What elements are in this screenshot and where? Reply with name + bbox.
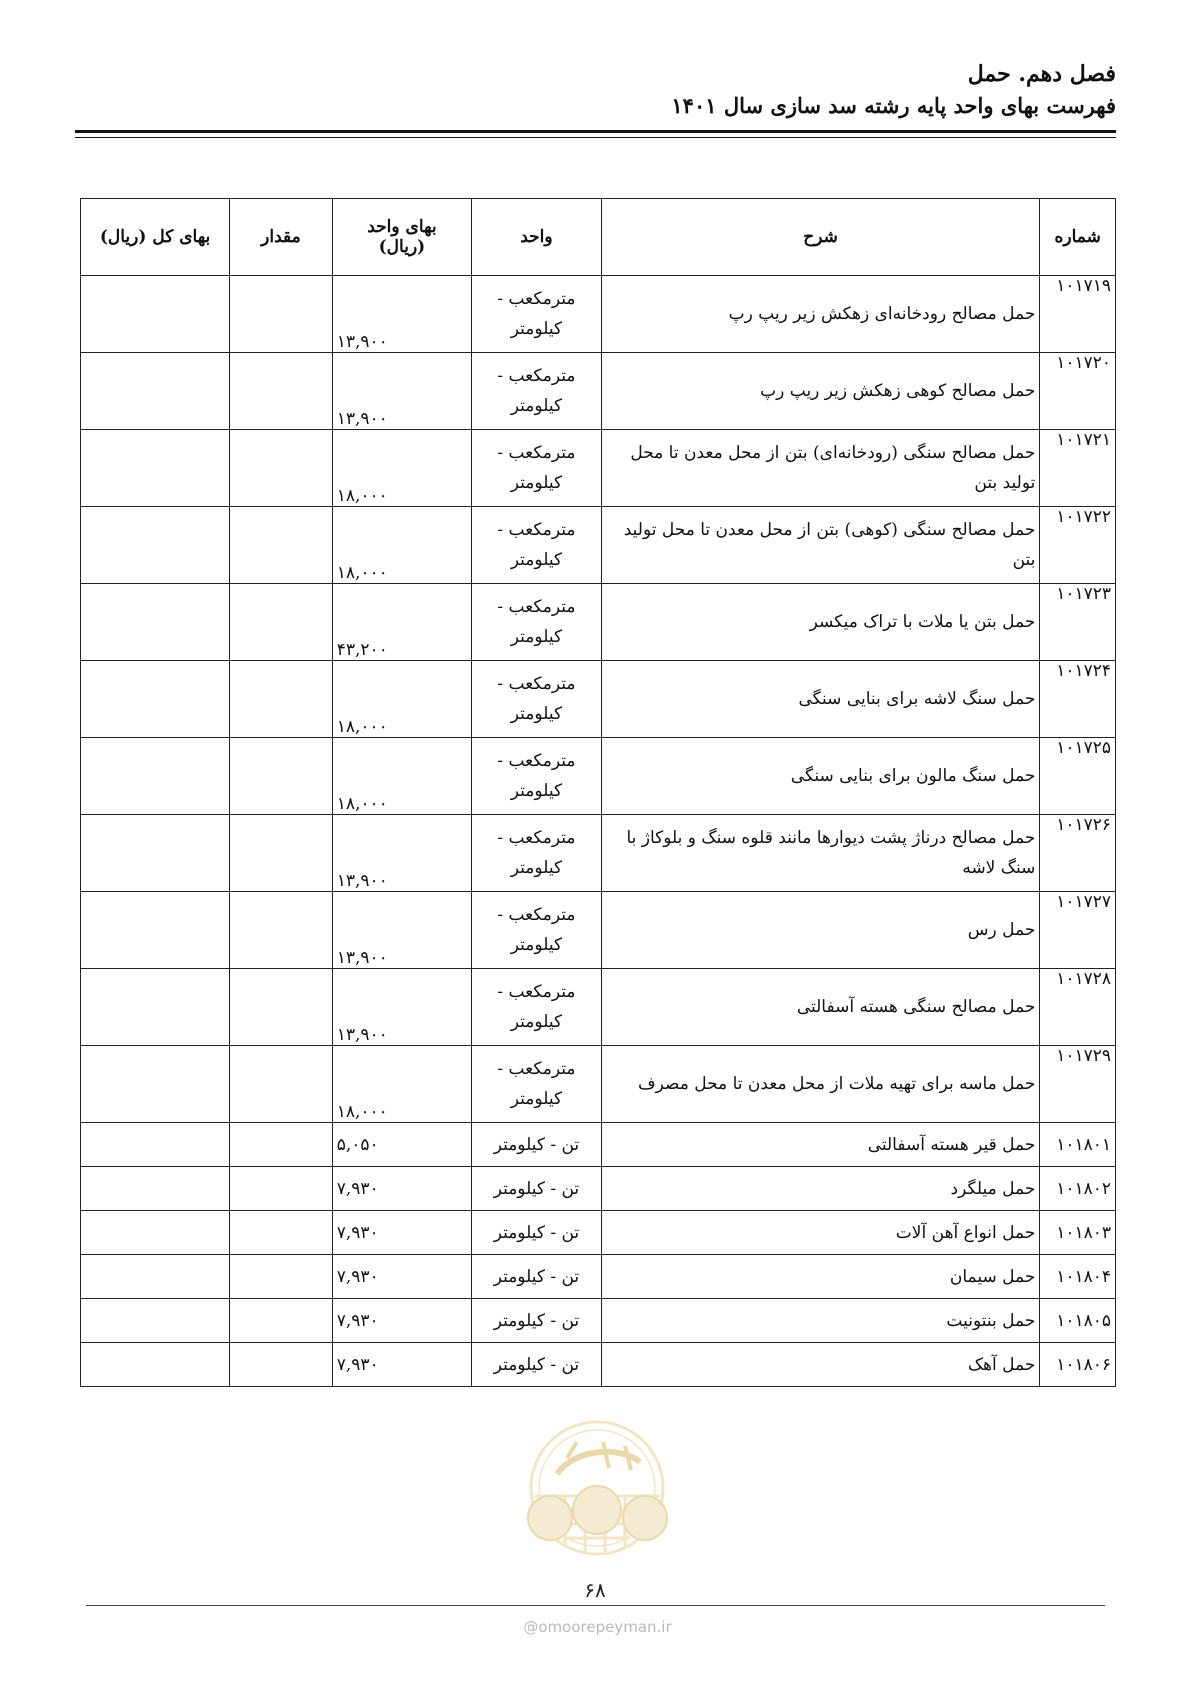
item-total-price [81,276,230,353]
website-watermark: @omoorepeyman.ir [523,1618,672,1636]
item-description: حمل مصالح کوهی زهکش زیر ریپ رپ [601,353,1040,430]
item-unit-price: ۱۳,۹۰۰ [332,969,471,1046]
header-divider-thin [75,137,1116,138]
unit-line: کیلومتر [510,319,563,339]
item-total-price [81,507,230,584]
item-total-price [81,815,230,892]
watermark-seal-icon [505,1418,690,1568]
item-description: حمل ماسه برای تهیه ملات از محل معدن تا محل مصرف [601,1046,1040,1123]
item-quantity [230,815,333,892]
header-total-price: بهای کل (ریال) [81,199,230,276]
item-unit [472,276,602,353]
header-divider-thick [75,130,1116,133]
item-description: حمل بنتونیت [601,1299,1040,1343]
table-row [81,1167,1116,1211]
item-unit-price: ۷,۹۳۰ [332,1167,471,1211]
item-total-price [81,1255,230,1299]
table-row [81,507,1116,584]
unit-line: مترمکعب - [497,289,576,309]
unit-line: کیلومتر [510,781,563,801]
item-quantity [230,1123,333,1167]
item-number: ۱۰۱۸۰۵ [1040,1299,1116,1343]
unit-line: مترمکعب - [497,520,576,540]
table-row [81,661,1116,738]
item-number: ۱۰۱۷۲۳ [1040,584,1116,661]
table-header-row [81,199,1116,276]
item-description: حمل انواع آهن آلات [601,1211,1040,1255]
table-row [81,1046,1116,1123]
item-number: ۱۰۱۸۰۶ [1040,1343,1116,1387]
item-description: حمل قیر هسته آسفالتی [601,1123,1040,1167]
item-unit: تن - کیلومتر [472,1211,602,1255]
item-unit-price: ۱۸,۰۰۰ [332,738,471,815]
header-unit-price-title: بهای واحد [367,217,437,237]
item-unit [472,969,602,1046]
item-unit [472,738,602,815]
unit-line: کیلومتر [510,396,563,416]
unit-line: مترمکعب - [497,674,576,694]
table-row [81,892,1116,969]
item-description: حمل میلگرد [601,1167,1040,1211]
item-quantity [230,1167,333,1211]
unit-line: مترمکعب - [497,366,576,386]
table-row [81,276,1116,353]
item-quantity [230,353,333,430]
unit-line: مترمکعب - [497,982,576,1002]
item-total-price [81,1046,230,1123]
item-description: حمل مصالح رودخانه‌ای زهکش زیر ریپ رپ [601,276,1040,353]
item-quantity [230,738,333,815]
item-total-price [81,738,230,815]
item-description: حمل سنگ لاشه برای بنایی سنگی [601,661,1040,738]
item-unit [472,815,602,892]
unit-line: مترمکعب - [497,751,576,771]
item-total-price [81,430,230,507]
item-quantity [230,584,333,661]
item-quantity [230,892,333,969]
item-total-price [81,969,230,1046]
unit-line: مترمکعب - [497,597,576,617]
item-description: حمل مصالح سنگی هسته آسفالتی [601,969,1040,1046]
item-unit-price: ۱۸,۰۰۰ [332,1046,471,1123]
item-unit-price: ۱۳,۹۰۰ [332,276,471,353]
item-number: ۱۰۱۸۰۴ [1040,1255,1116,1299]
item-description: حمل بتن یا ملات با تراک میکسر [601,584,1040,661]
unit-line: کیلومتر [510,1012,563,1032]
unit-line: کیلومتر [510,473,563,493]
header-number: شماره [1040,199,1116,276]
table-row [81,738,1116,815]
item-total-price [81,353,230,430]
item-description: حمل سیمان [601,1255,1040,1299]
item-unit-price: ۵,۰۵۰ [332,1123,471,1167]
item-description: حمل مصالح سنگی (رودخانه‌ای) بتن از محل معدن تا محل تولید بتن [601,430,1040,507]
table-row [81,815,1116,892]
header-unit: واحد [472,199,602,276]
header-unit-price-currency: (ریال) [378,237,426,257]
unit-line: کیلومتر [510,704,563,724]
item-unit [472,507,602,584]
item-number: ۱۰۱۸۰۳ [1040,1211,1116,1255]
page-number: ۶۸ [584,1578,606,1602]
item-number: ۱۰۱۷۲۰ [1040,353,1116,430]
unit-line: کیلومتر [510,627,563,647]
item-description: حمل مصالح درناژ پشت دیوارها مانند قلوه سنگ و بلوکاژ با سنگ لاشه [601,815,1040,892]
item-quantity [230,1343,333,1387]
item-unit-price: ۱۸,۰۰۰ [332,661,471,738]
item-number: ۱۰۱۷۲۸ [1040,969,1116,1046]
item-unit-price: ۱۸,۰۰۰ [332,430,471,507]
header-description: شرح [601,199,1040,276]
item-total-price [81,1299,230,1343]
item-quantity [230,969,333,1046]
item-unit-price: ۷,۹۳۰ [332,1343,471,1387]
unit-line: مترمکعب - [497,905,576,925]
item-unit: تن - کیلومتر [472,1299,602,1343]
item-unit [472,353,602,430]
item-number: ۱۰۱۷۲۱ [1040,430,1116,507]
table-row [81,1255,1116,1299]
unit-line: مترمکعب - [497,443,576,463]
table-row [81,1123,1116,1167]
unit-line: کیلومتر [510,550,563,570]
item-unit: تن - کیلومتر [472,1255,602,1299]
item-total-price [81,1167,230,1211]
item-number: ۱۰۱۷۲۴ [1040,661,1116,738]
item-unit [472,430,602,507]
item-description: حمل سنگ مالون برای بنایی سنگی [601,738,1040,815]
item-number: ۱۰۱۷۲۹ [1040,1046,1116,1123]
item-unit: تن - کیلومتر [472,1167,602,1211]
unit-line: مترمکعب - [497,828,576,848]
unit-line: کیلومتر [510,858,563,878]
item-unit-price: ۱۳,۹۰۰ [332,353,471,430]
item-unit [472,1046,602,1123]
item-quantity [230,430,333,507]
item-unit-price: ۷,۹۳۰ [332,1299,471,1343]
footer-divider [86,1605,1105,1606]
item-total-price [81,892,230,969]
item-number: ۱۰۱۷۱۹ [1040,276,1116,353]
item-total-price [81,1343,230,1387]
table-row [81,430,1116,507]
item-unit [472,584,602,661]
item-number: ۱۰۱۷۲۲ [1040,507,1116,584]
item-number: ۱۰۱۷۲۷ [1040,892,1116,969]
item-quantity [230,507,333,584]
item-unit [472,892,602,969]
chapter-title: فصل دهم. حمل [967,61,1116,87]
item-number: ۱۰۱۸۰۱ [1040,1123,1116,1167]
unit-line: کیلومتر [510,1089,563,1109]
item-unit [472,661,602,738]
item-unit-price: ۱۳,۹۰۰ [332,892,471,969]
header-unit-price [332,199,471,276]
item-number: ۱۰۱۸۰۲ [1040,1167,1116,1211]
item-description: حمل رس [601,892,1040,969]
table-row [81,584,1116,661]
page-header [66,58,1116,122]
item-unit: تن - کیلومتر [472,1123,602,1167]
header-quantity: مقدار [230,199,333,276]
item-quantity [230,1255,333,1299]
table-row [81,969,1116,1046]
item-quantity [230,276,333,353]
item-unit-price: ۴۳,۲۰۰ [332,584,471,661]
unit-line: کیلومتر [510,935,563,955]
item-unit-price: ۷,۹۳۰ [332,1211,471,1255]
table-row [81,1299,1116,1343]
document-subtitle: فهرست بهای واحد پایه رشته سد سازی سال ۱۴۰۱ [671,93,1116,118]
item-unit-price: ۱۸,۰۰۰ [332,507,471,584]
item-unit-price: ۱۳,۹۰۰ [332,815,471,892]
item-total-price [81,584,230,661]
item-quantity [230,661,333,738]
price-table [80,198,1116,1387]
item-number: ۱۰۱۷۲۵ [1040,738,1116,815]
item-quantity [230,1211,333,1255]
item-unit-price: ۷,۹۳۰ [332,1255,471,1299]
unit-line: مترمکعب - [497,1059,576,1079]
item-number: ۱۰۱۷۲۶ [1040,815,1116,892]
item-unit: تن - کیلومتر [472,1343,602,1387]
item-total-price [81,661,230,738]
item-quantity [230,1299,333,1343]
item-quantity [230,1046,333,1123]
item-description: حمل مصالح سنگی (کوهی) بتن از محل معدن تا محل تولید بتن [601,507,1040,584]
table-row [81,1343,1116,1387]
item-description: حمل آهک [601,1343,1040,1387]
item-total-price [81,1123,230,1167]
item-total-price [81,1211,230,1255]
table-row [81,1211,1116,1255]
table-row [81,353,1116,430]
